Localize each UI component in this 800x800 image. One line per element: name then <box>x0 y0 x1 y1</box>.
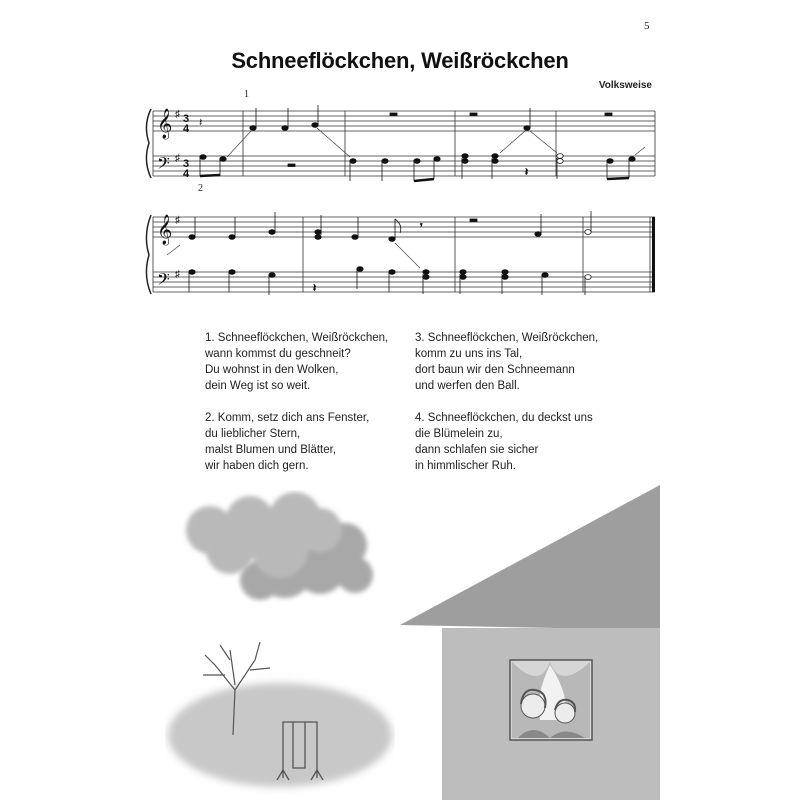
music-system-2 <box>145 205 660 300</box>
verse-3 <box>415 330 598 394</box>
bass-clef-icon: 𝄢 <box>157 269 170 293</box>
verse-line: malst Blumen und Blätter, <box>205 444 337 456</box>
measure-number-1: 1 <box>244 89 249 100</box>
verse-line: 1. Schneeflöckchen, Weißröckchen, <box>205 332 389 344</box>
svg-text:𝄽: 𝄽 <box>525 167 529 178</box>
page-number: 5 <box>644 20 650 32</box>
lyrics-column-left <box>205 330 388 490</box>
verse-line: 4. Schneeflöckchen, du deckst uns <box>415 412 593 424</box>
verse-line: die Blümelein zu, <box>415 428 503 440</box>
svg-text:𝄽: 𝄽 <box>313 283 317 294</box>
svg-text:♯: ♯ <box>175 153 180 164</box>
verse-4 <box>415 410 598 474</box>
verse-line: dein Weg ist so weit. <box>205 380 311 392</box>
window <box>510 660 592 740</box>
composer-credit: Volksweise <box>598 80 652 91</box>
verse-2 <box>205 410 388 474</box>
house-illustration <box>400 470 660 800</box>
measure-number-2: 2 <box>198 183 203 194</box>
verse-line: wann kommst du geschneit? <box>205 348 351 360</box>
roof <box>400 485 660 630</box>
svg-text:3: 3 <box>183 113 190 125</box>
bass-clef-icon: 𝄢 <box>157 153 170 177</box>
svg-text:♯: ♯ <box>175 109 180 120</box>
verse-1 <box>205 330 388 394</box>
svg-text:♯: ♯ <box>175 215 180 226</box>
verse-line: dann schlafen sie sicher <box>415 444 539 456</box>
song-title: Schneeflöckchen, Weißröckchen <box>231 48 569 73</box>
grand-staff-1 <box>145 95 660 190</box>
clouds-illustration <box>170 490 390 610</box>
treble-clef-icon: 𝄞 <box>157 215 173 245</box>
svg-text:3: 3 <box>183 158 190 170</box>
verse-line: Du wohnst in den Wolken, <box>205 364 339 376</box>
verse-line: und werfen den Ball. <box>415 380 520 392</box>
music-system-1 <box>145 89 660 194</box>
lyrics-column-right <box>415 330 598 490</box>
verse-line: komm zu uns ins Tal, <box>415 348 523 360</box>
verse-line: in himmlischer Ruh. <box>415 460 516 472</box>
verse-line: wir haben dich gern. <box>205 460 309 472</box>
tree-swing-illustration <box>165 630 395 800</box>
grand-staff-2 <box>145 205 660 300</box>
svg-text:𝄾: 𝄾 <box>420 220 423 230</box>
svg-text:♯: ♯ <box>175 269 180 280</box>
svg-text:4: 4 <box>183 123 190 135</box>
verse-line: dort baun wir den Schneemann <box>415 364 575 376</box>
brace-icon <box>146 109 151 178</box>
verse-line: du lieblicher Stern, <box>205 428 301 440</box>
verse-line: 3. Schneeflöckchen, Weißröckchen, <box>415 332 599 344</box>
treble-clef-icon: 𝄞 <box>157 109 173 139</box>
svg-text:4: 4 <box>183 168 190 180</box>
svg-text:𝄽: 𝄽 <box>199 117 203 129</box>
brace-icon <box>146 215 151 294</box>
verse-line: 2. Komm, setz dich ans Fenster, <box>205 412 370 424</box>
